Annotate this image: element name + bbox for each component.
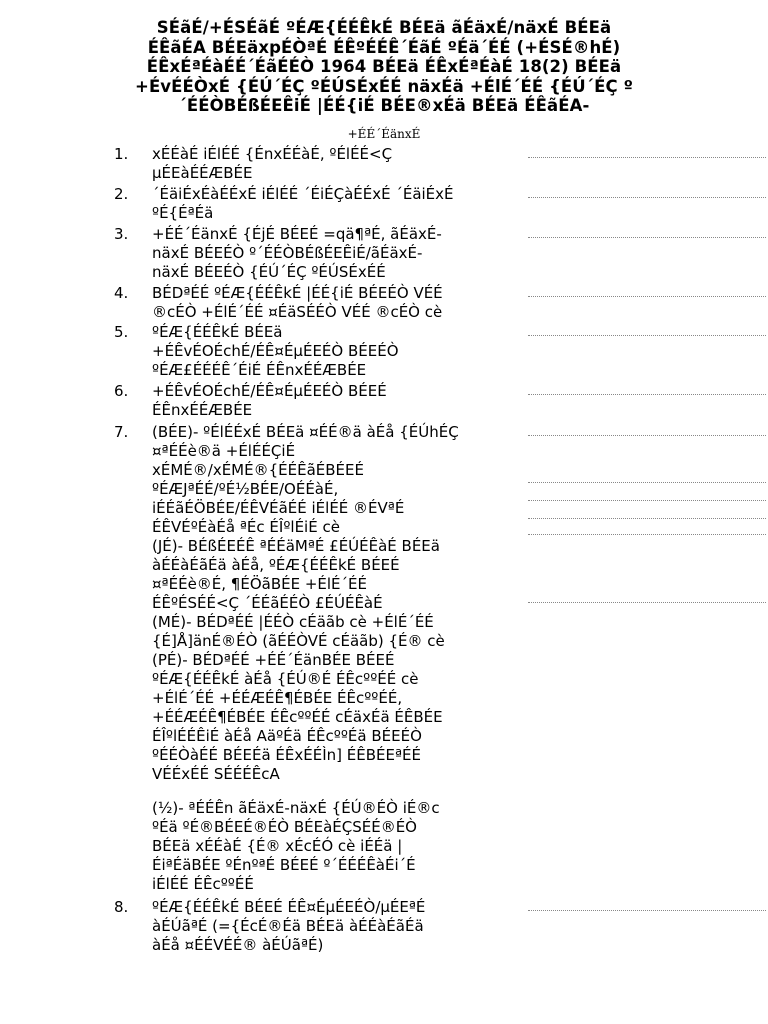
item-number: 7.: [114, 423, 129, 441]
item-label: +ÉÉ´ÉänxÉ {ÉjÉ BÉEÉ =qä¶ªÉ, ãÉäxÉ- näxÉ BÉEÉÒ º´ÉÉÒBÉßÉEÊiÉ/ãÉäxÉ- näxÉ BÉEÉÒ {ÉÚ´ÉÇ ºÉÚSÉxÉÉ: [152, 225, 442, 281]
item-label: ºÉÆ{ÉÉÊkÉ BÉEÉ ÉÊ¤ÉµÉEÉÒ/µÉEªÉ àÉÚãªÉ (={ÉcÉ®Éä BÉEä àÉÉàÉãÉä àÉå ¤ÉÉVÉÉ® àÉÚãªÉ): [152, 898, 426, 954]
title-line: ÉÊãÉA BÉEäxpÉÒªÉ ÉÊºÉÉÊ´ÉãÉ ºÉä´ÉÉ (+ÉSÉ®hÉ): [147, 37, 621, 57]
item-number: 5.: [114, 323, 129, 341]
item-label: xÉÉàÉ iÉlÉÉ {ÉnxÉÉàÉ, ºÉlÉÉ<Ç µÉEàÉÉÆBÉE: [152, 145, 393, 182]
answer-line[interactable]: [528, 157, 766, 159]
answer-line[interactable]: [528, 296, 766, 298]
document-title: [96, 18, 672, 116]
title-line: ÉÊxÉªÉàÉÉ´ÉãÉÉÒ 1964 BÉEä ÉÊxÉªÉàÉ 18(2) BÉEä: [146, 57, 622, 76]
item-number: 8.: [114, 898, 129, 916]
item-label: ºÉÆ{ÉÉÊkÉ BÉEä +ÉÊvÉOÉchÉ/ÉÊ¤ÉµÉEÉÒ BÉEÉÒ ºÉÆ£ÉÉÉÊ´ÉiÉ ÉÊnxÉÉÆBÉE: [152, 323, 399, 379]
item-label: ´ÉäiÉxÉàÉÉxÉ iÉlÉÉ ´ÉiÉÇàÉÉxÉ ´ÉäiÉxÉ ºÉ{ÉªÉä: [152, 185, 454, 222]
answer-line[interactable]: [528, 518, 766, 520]
item-number: 6.: [114, 382, 129, 400]
item-number: 4.: [114, 284, 129, 302]
answer-line[interactable]: [528, 435, 766, 437]
answer-line[interactable]: [528, 534, 766, 536]
item-number: 1.: [114, 145, 129, 163]
item-label: (BÉE)- ºÉlÉÉxÉ BÉEä ¤ÉÉ®ä àÉå {ÉÚhÉÇ ¤ªÉÉè®ä +ÉlÉÉÇiÉ xÉMÉ®/xÉMÉ®{ÉÉÊãÉBÉEÉ ºÉÆJªÉÉ/ºÉ½BÉE/OÉÉàÉ, iÉÉãÉÖBÉE/ÉÊVÉãÉÉ iÉlÉÉ ®ÉVªÉ ÉÊVÉºÉàÉå ªÉc ÉÎºlÉiÉ cè (JÉ)- BÉßÉEÉÊ ªÉÉäMªÉ £ÉÚÉÊàÉ BÉEä àÉÉàÉãÉä àÉå, ºÉÆ{ÉÉÊkÉ BÉEÉ ¤ªÉÉè®É, ¶ÉÖãBÉE +ÉlÉ´ÉÉ ÉÊºÉSÉÉ<Ç ´ÉÉãÉÉÒ £ÉÚÉÊàÉ (MÉ)- BÉDªÉÉ |ÉÉÒ cÉäãb cè +ÉlÉ´ÉÉ {É]Å]änÉ®ÉÒ (ãÉÉÒVÉ cÉäãb) {É® cè (PÉ)- BÉDªÉÉ +ÉÉ´ÉänBÉE BÉEÉ ºÉÆ{ÉÉÊkÉ àÉå {ÉÚ®É ÉÊcººÉÉ cè +ÉlÉ´ÉÉ +ÉÉÆÉÊ¶ÉBÉE ÉÊcººÉÉ, +ÉÉÆÉÊ¶ÉBÉE ÉÊcººÉÉ cÉäxÉä ÉÊBÉE ÉÎºlÉÉÊiÉ àÉå AäºÉä ÉÊcººÉä BÉEÉÒ ºÉÉÒàÉÉ BÉEÉä ÉÊxÉÉÌn] ÉÊBÉEªÉÉ VÉÉxÉÉ SÉÉÉÊcA: [152, 423, 459, 783]
answer-line[interactable]: [528, 237, 766, 239]
item-label: BÉDªÉÉ ºÉÆ{ÉÉÊkÉ |ÉÉ{iÉ BÉEÉÒ VÉÉ ®cÉÒ +ÉlÉ´ÉÉ ¤ÉäSÉÉÒ VÉÉ ®cÉÒ cè: [152, 284, 443, 321]
answer-line[interactable]: [528, 602, 766, 604]
title-line: ´ÉÉÒBÉßÉEÊiÉ |ÉÉ{iÉ BÉE®xÉä BÉEä ÉÊãÉA-: [178, 96, 590, 115]
title-line: SÉãÉ/+ÉSÉãÉ ºÉÆ{ÉÉÊkÉ BÉEä ãÉäxÉ/näxÉ BÉEä: [156, 18, 612, 37]
answer-line[interactable]: [528, 482, 766, 484]
title-line: +ÉvÉÉÒxÉ {ÉÚ´ÉÇ ºÉÚSÉxÉÉ näxÉä +ÉlÉ´ÉÉ {ÉÚ´ÉÇ º: [135, 76, 633, 96]
answer-line[interactable]: [528, 197, 766, 199]
item-number: 2.: [114, 185, 129, 203]
answer-line[interactable]: [528, 394, 766, 396]
answer-line[interactable]: [528, 500, 766, 502]
answer-line[interactable]: [528, 910, 766, 912]
answer-line[interactable]: [528, 335, 766, 337]
item-label: (½)- ªÉÉÊn ãÉäxÉ-näxÉ {ÉÚ®ÉÒ iÉ®c ºÉä ºÉ®BÉEÉ®ÉÒ BÉEàÉÇSÉÉ®ÉÒ BÉEä xÉÉàÉ {É® xÉcÉÓ cè iÉÉä | ÉiªÉäBÉE ºÉnºªÉ BÉEÉ º´ÉÉÉÊàÉi´É iÉlÉÉ ÉÊcººÉÉ: [152, 799, 440, 893]
item-label: +ÉÊvÉOÉchÉ/ÉÊ¤ÉµÉEÉÒ BÉEÉ ÉÊnxÉÉÆBÉE: [152, 382, 387, 419]
item-number: 3.: [114, 225, 129, 243]
application-subheading: +ÉÉ´ÉänxÉ: [347, 127, 421, 141]
